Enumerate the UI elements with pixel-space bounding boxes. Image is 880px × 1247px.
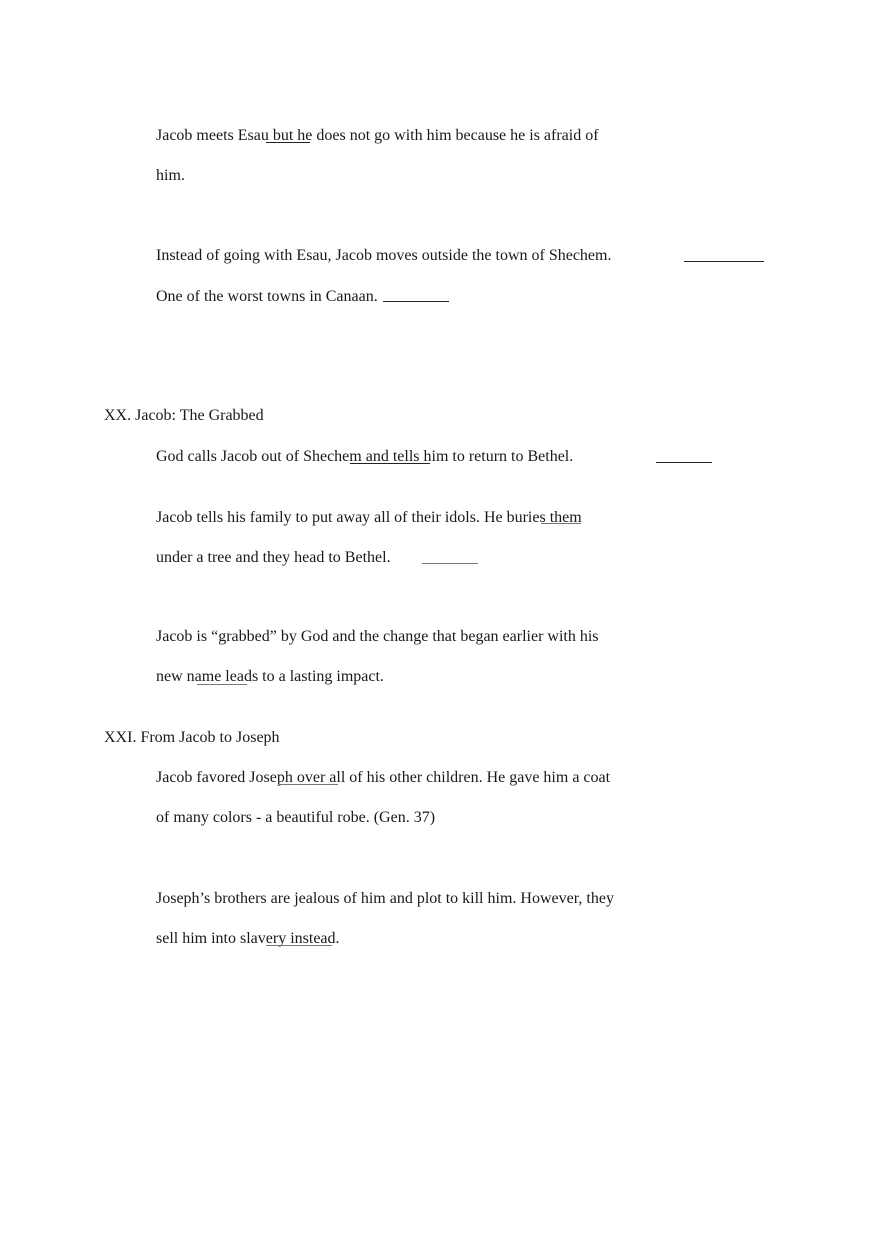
paragraph-line: new name leads to a lasting impact. <box>156 668 384 685</box>
underline-mark <box>350 463 430 464</box>
paragraph-line: sell him into slavery instead. <box>156 930 340 947</box>
paragraph-line: Jacob tells his family to put away all of their idols. He buries them <box>156 509 582 526</box>
section-heading: XXI. From Jacob to Joseph <box>104 729 280 746</box>
underline-mark <box>278 784 338 785</box>
paragraph-line: One of the worst towns in Canaan. <box>156 288 378 305</box>
underline-mark <box>266 945 332 946</box>
paragraph-line: Instead of going with Esau, Jacob moves outside the town of Shechem. <box>156 247 612 264</box>
paragraph-line: him. <box>156 167 185 184</box>
fill-in-blank <box>684 261 764 262</box>
fill-in-blank <box>383 301 449 302</box>
paragraph-line: under a tree and they head to Bethel. <box>156 549 391 566</box>
fill-in-blank <box>422 563 478 564</box>
paragraph-line: Jacob favored Joseph over all of his other children. He gave him a coat <box>156 769 611 786</box>
fill-in-blank <box>656 462 712 463</box>
paragraph-line: Jacob is “grabbed” by God and the change that began earlier with his <box>156 628 599 645</box>
underline-mark <box>266 142 310 143</box>
underline-mark <box>541 523 581 524</box>
section-heading: XX. Jacob: The Grabbed <box>104 407 264 424</box>
underline-mark <box>197 684 247 685</box>
paragraph-line: Joseph’s brothers are jealous of him and plot to kill him. However, they <box>156 890 614 907</box>
paragraph-line: God calls Jacob out of Shechem and tells him to return to Bethel. <box>156 448 574 465</box>
paragraph-line: Jacob meets Esau but he does not go with him because he is afraid of <box>156 127 599 144</box>
paragraph-line: of many colors - a beautiful robe. (Gen. 37) <box>156 809 436 826</box>
